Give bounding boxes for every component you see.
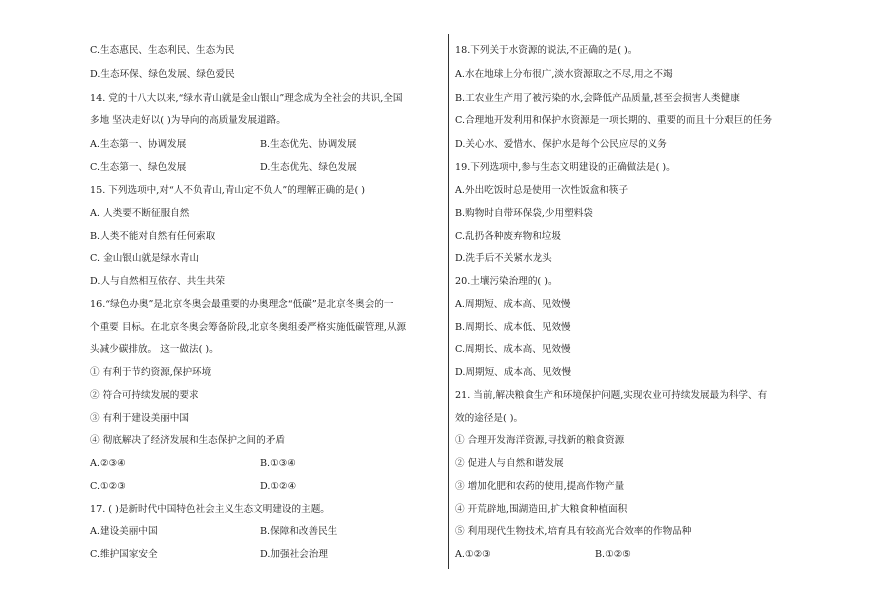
q19-option-b: B.购物时自带环保袋,少用塑料袋: [455, 208, 593, 219]
q20-option-a: A.周期短、成本高、见效慢: [455, 299, 571, 310]
q20-stem: 20.土壤污染治理的( )。: [455, 276, 558, 287]
q18-option-a: A.水在地球上分布很广,淡水资源取之不尽,用之不竭: [455, 69, 673, 80]
q15-option-c: C. 金山银山就是绿水青山: [90, 253, 200, 264]
q21-statement-2: ② 促进人与自然和谐发展: [455, 458, 564, 469]
q19-option-c: C.乱扔各种废弃物和垃圾: [455, 231, 561, 242]
q19-option-a: A.外出吃饭时总是使用一次性饭盒和筷子: [455, 185, 629, 196]
q16-statement-1: ① 有利于节约资源,保护环境: [90, 367, 212, 378]
q19-option-d: D.洗手后不关紧水龙头: [455, 253, 552, 264]
q17-stem: 17. ( )是新时代中国特色社会主义生态文明建设的主题。: [90, 504, 330, 515]
q21-statement-4: ④ 开荒辟地,围湖造田,扩大粮食种植面积: [455, 504, 628, 515]
q20-option-c: C.周期长、成本高、见效慢: [455, 344, 571, 355]
q17-option-c: C.维护国家安全: [90, 549, 158, 560]
q18-option-b: B.工农业生产用了被污染的水,会降低产品质量,甚至会损害人类健康: [455, 93, 740, 104]
q21-stem-line2: 效的途径是( )。: [455, 413, 524, 424]
q19-stem: 19.下列选项中,参与生态文明建设的正确做法是( )。: [455, 162, 676, 173]
q15-stem: 15. 下列选项中,对“人不负青山,青山定不负人”的理解正确的是( ): [90, 185, 365, 196]
q16-stem-line2: 个重要 目标。在北京冬奥会筹备阶段,北京冬奥组委严格实施低碳管理,从源: [90, 322, 407, 333]
q14-option-b: B.生态优先、协调发展: [260, 139, 357, 150]
q14-option-d: D.生态优先、绿色发展: [260, 162, 357, 173]
q17-option-b: B.保障和改善民生: [260, 526, 338, 537]
q18-stem: 18.下列关于水资源的说法,不正确的是( )。: [455, 45, 638, 56]
q18-option-c: C.合理地开发利用和保护水资源是一项长期的、重要的而且十分艰巨的任务: [455, 115, 773, 126]
q16-option-c: C.①②③: [90, 481, 126, 492]
q15-option-b: B.人类不能对自然有任何索取: [90, 231, 216, 242]
column-divider: [448, 34, 449, 569]
q16-option-d: D.①②④: [260, 481, 297, 492]
q21-option-a: A.①②③: [455, 549, 491, 560]
q14-option-c: C.生态第一、绿色发展: [90, 162, 187, 173]
q16-statement-3: ③ 有利于建设美丽中国: [90, 413, 189, 424]
q21-stem-line1: 21. 当前,解决粮食生产和环境保护问题,实现农业可持续发展最为科学、有: [455, 390, 768, 401]
q16-statement-2: ② 符合可持续发展的要求: [90, 390, 199, 401]
q20-option-d: D.周期短、成本高、见效慢: [455, 367, 571, 378]
q16-option-b: B.①③④: [260, 458, 296, 469]
q16-statement-4: ④ 彻底解决了经济发展和生态保护之间的矛盾: [90, 435, 285, 446]
q18-option-d: D.关心水、爱惜水、保护水是每个公民应尽的义务: [455, 139, 667, 150]
q16-option-a: A.②③④: [90, 458, 126, 469]
q21-statement-5: ⑤ 利用现代生物技术,培育具有较高光合效率的作物品种: [455, 526, 692, 537]
q15-option-d: D.人与自然相互依存、共生共荣: [90, 276, 226, 287]
q13-option-c: C.生态惠民、生态利民、生态为民: [90, 45, 235, 56]
q13-option-d: D.生态环保、绿色发展、绿色爱民: [90, 69, 235, 80]
q21-statement-3: ③ 增加化肥和农药的使用,提高作物产量: [455, 481, 625, 492]
q16-stem-line1: 16.“绿色办奥”是北京冬奥会最重要的办奥理念“低碳”是北京冬奥会的一: [90, 299, 394, 310]
q20-option-b: B.周期长、成本低、见效慢: [455, 322, 571, 333]
q17-option-d: D.加强社会治理: [260, 549, 328, 560]
q21-option-b: B.①②⑤: [595, 549, 631, 560]
q14-stem-line2: 多地 坚决走好以( )为导向的高质量发展道路。: [90, 115, 286, 126]
q16-stem-line3: 头减少碳排放。 这一做法( )。: [90, 344, 219, 355]
q15-option-a: A. 人类要不断征服自然: [90, 208, 190, 219]
q14-option-a: A.生态第一、协调发展: [90, 139, 187, 150]
q14-stem-line1: 14. 党的十八大以来,“绿水青山就是金山银山”理念成为全社会的共识,全国: [90, 93, 403, 104]
q17-option-a: A.建设美丽中国: [90, 526, 158, 537]
q21-statement-1: ① 合理开发海洋资源,寻找新的粮食资源: [455, 435, 625, 446]
